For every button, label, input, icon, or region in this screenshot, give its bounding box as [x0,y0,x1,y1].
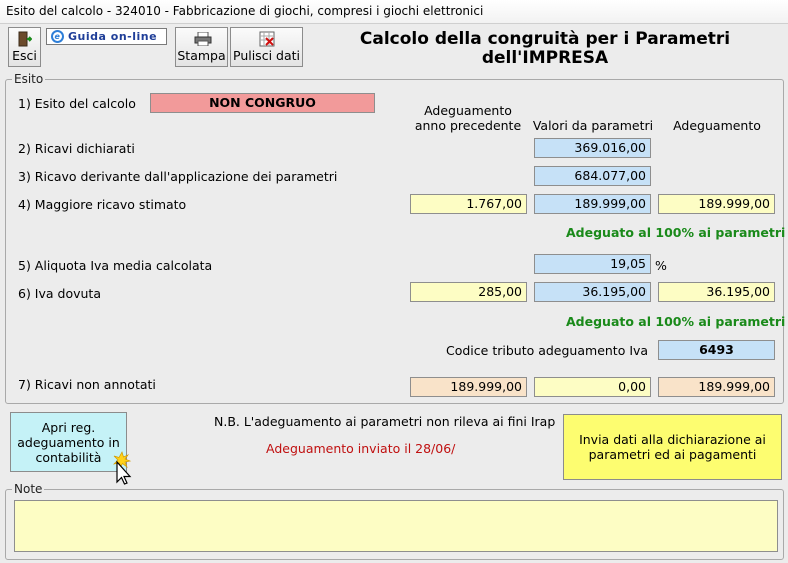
note-textarea[interactable] [14,500,778,552]
note-legend: Note [14,482,43,496]
maggiore-ricavo-label: 4) Maggiore ricavo stimato [18,197,187,212]
ricavi-dichiarati-parametri: 369.016,00 [534,138,651,158]
maggiore-ricavo-parametri: 189.999,00 [534,194,651,214]
apri-line1: Apri reg. [41,419,96,435]
ricavo-parametri-value: 684.077,00 [534,166,651,186]
invia-dati-button[interactable] [563,414,782,480]
ricavi-dichiarati-label: 2) Ricavi dichiarati [18,141,135,156]
printer-icon [194,32,212,46]
esci-button[interactable] [8,27,41,67]
apri-line3: contabilità [35,449,102,465]
stampa-button[interactable] [175,27,228,67]
invia-line2: parametri ed ai pagamenti [588,447,757,462]
codice-tributo-label: Codice tributo adeguamento Iva [446,343,649,358]
aliquota-iva-value: 19,05 [534,254,651,274]
guida-online-button[interactable] [46,28,167,45]
apri-line2: adeguamento in [17,434,120,450]
adeguato-message-1: Adeguato al 100% ai parametri [566,225,786,240]
iva-dovuta-label: 6) Iva dovuta [18,286,101,301]
page-title-line1: Calcolo della congruità per i Parametri [359,29,731,49]
maggiore-ricavo-precedente: 1.767,00 [410,194,527,214]
clear-table-icon [259,31,275,47]
ricavi-non-annotati-parametri: 0,00 [534,377,651,397]
exit-door-icon [18,31,32,47]
internet-explorer-icon: e [51,30,64,43]
guida-label: Guida on-line [68,30,158,43]
adeguato-message-2: Adeguato al 100% ai parametri [566,314,786,329]
esci-label: Esci [12,48,37,63]
mouse-pointer-icon [108,448,138,486]
window-title: Esito del calcolo - 324010 - Fabbricazione di giochi, compresi i giochi elettronici [6,4,484,18]
nb-irap-note: N.B. L'adeguamento ai parametri non rileva ai fini Irap [214,414,556,429]
col-header-adeguamento: Adeguamento [673,118,761,133]
aliquota-iva-label: 5) Aliquota Iva media calcolata [18,258,213,273]
codice-tributo-value: 6493 [658,340,775,360]
iva-dovuta-precedente: 285,00 [410,282,527,302]
iva-dovuta-adeguamento: 36.195,00 [658,282,775,302]
col-header-1-line1: Adeguamento [424,103,512,118]
ricavi-non-annotati-adeguamento: 189.999,00 [658,377,775,397]
adeguamento-inviato-text: Adeguamento inviato il 28/06/ [266,441,456,456]
stampa-label: Stampa [177,48,226,63]
ricavi-non-annotati-label: 7) Ricavi non annotati [18,377,156,392]
page-title [320,30,770,68]
esito-legend: Esito [14,72,44,86]
col-header-adeguamento-precedente [408,103,528,133]
ricavo-parametri-label: 3) Ricavo derivante dall'applicazione dei parametri [18,169,338,184]
aliquota-percent-unit: % [655,258,667,273]
pulisci-dati-button[interactable] [230,27,303,67]
iva-dovuta-parametri: 36.195,00 [534,282,651,302]
ricavi-non-annotati-precedente: 189.999,00 [410,377,527,397]
esito-calcolo-value: NON CONGRUO [150,93,375,113]
window-title-bar [0,0,788,24]
pulisci-label: Pulisci dati [233,48,300,63]
invia-line1: Invia dati alla dichiarazione ai [579,432,766,447]
esito-calcolo-label: 1) Esito del calcolo [18,96,136,111]
page-title-line2: dell'IMPRESA [481,48,609,68]
col-header-valori-parametri: Valori da parametri [532,118,654,133]
maggiore-ricavo-adeguamento: 189.999,00 [658,194,775,214]
col-header-1-line2: anno precedente [414,118,522,133]
